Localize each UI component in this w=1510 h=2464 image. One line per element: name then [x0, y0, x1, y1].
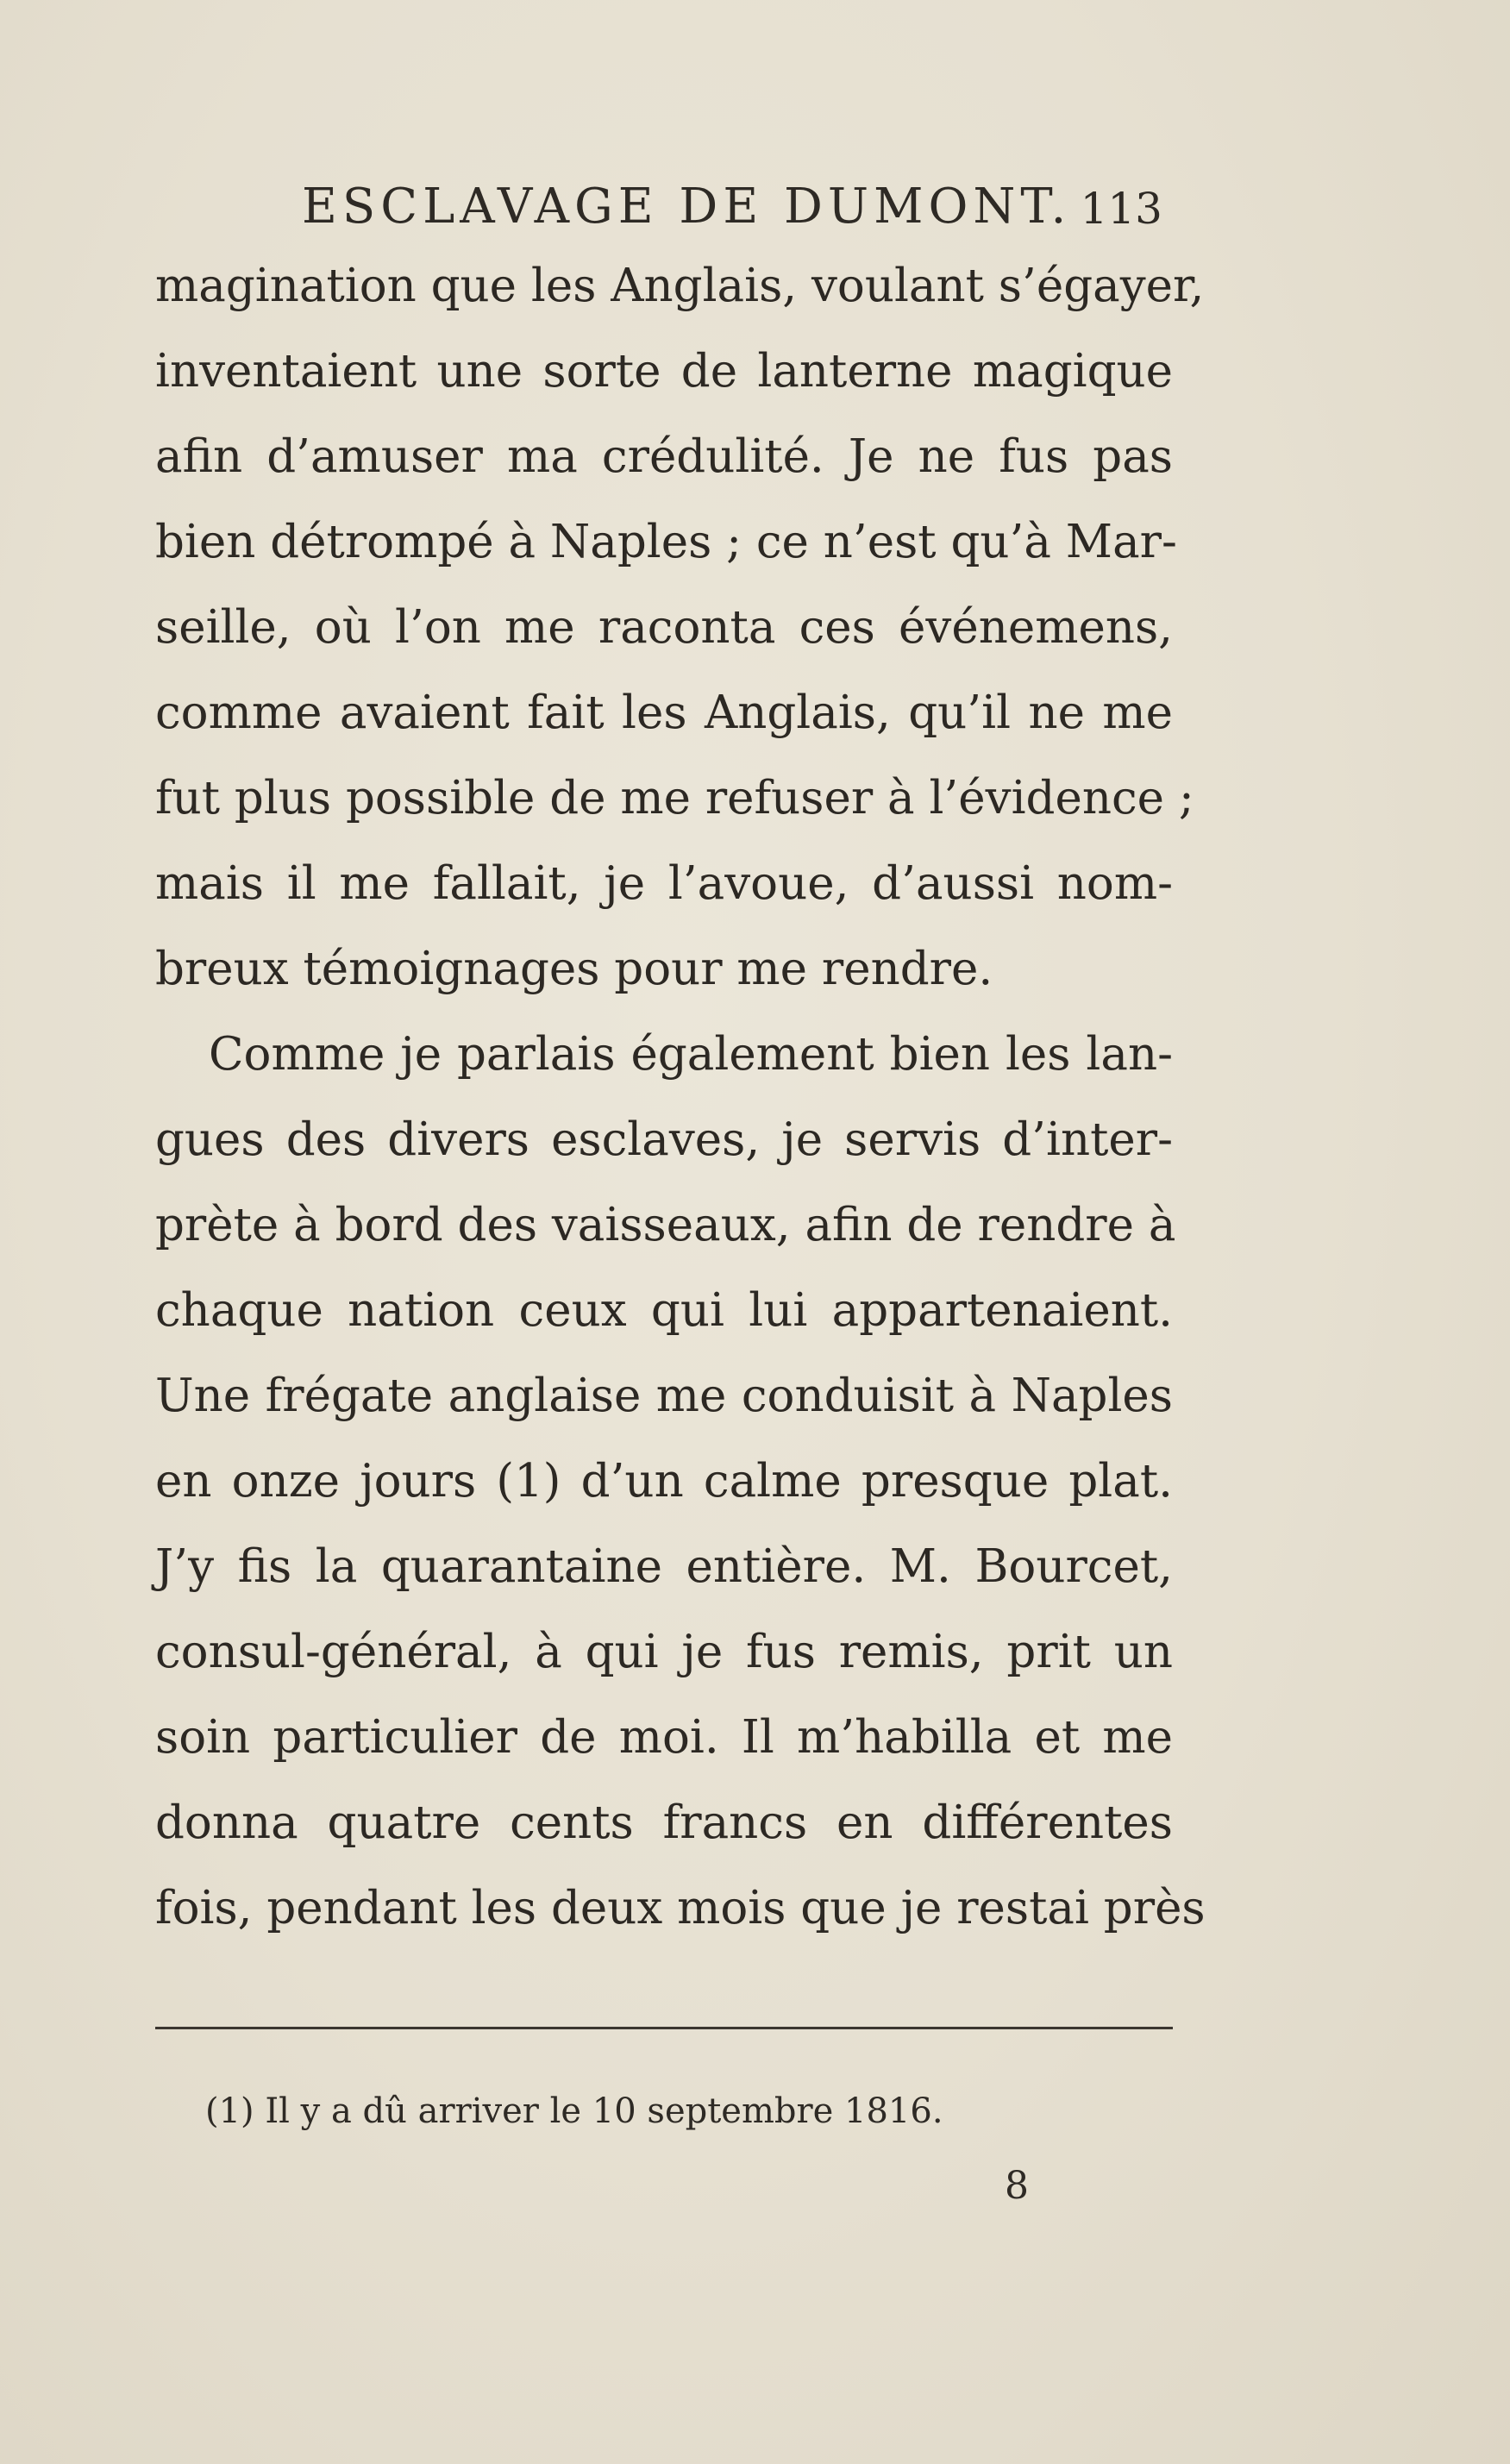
text-line: comme avaient fait les Anglais, qu’il ne me	[155, 687, 1173, 739]
text-line: afin d’amuser ma crédulité. Je ne fus pas	[155, 430, 1173, 483]
text-line: chaque nation ceux qui lui appartenaient.	[155, 1284, 1173, 1337]
footnote-divider	[155, 2027, 1173, 2029]
text-line: en onze jours (1) d’un calme presque plat.	[155, 1455, 1173, 1508]
text-line: breux témoignages pour me rendre.	[155, 943, 993, 995]
page-header	[302, 177, 1173, 237]
text-line: magination que les Anglais, voulant s’égayer,	[155, 260, 1205, 312]
body-text	[155, 243, 1206, 1951]
text-line: inventaient une sorte de lanterne magique	[155, 345, 1173, 398]
running-title: ESCLAVAGE DE DUMONT.	[302, 179, 1072, 235]
text-line: bien détrompé à Naples ; ce n’est qu’à Mar-	[155, 516, 1177, 568]
text-line: gues des divers esclaves, je servis d’inter-	[155, 1113, 1173, 1166]
text-line: J’y fis la quarantaine entière. M. Bourcet,	[155, 1540, 1173, 1593]
text-line: consul-général, à qui je fus remis, prit un	[155, 1626, 1173, 1678]
text-line: mais il me fallait, je l’avoue, d’aussi nom-	[155, 857, 1173, 910]
text-line: soin particulier de moi. Il m’habilla et me	[155, 1711, 1173, 1764]
text-line: seille, où l’on me raconta ces événemens,	[155, 601, 1173, 654]
text-line: prète à bord des vaisseaux, afin de rendre à	[155, 1199, 1176, 1251]
text-line: donna quatre cents francs en différentes	[155, 1796, 1173, 1849]
text-line: Une frégate anglaise me conduisit à Naples	[155, 1370, 1173, 1422]
text-line: fut plus possible de me refuser à l’évidence ;	[155, 772, 1194, 824]
page-number: 113	[1080, 184, 1162, 234]
text-line: Comme je parlais également bien les lan-	[209, 1028, 1173, 1081]
text-line: fois, pendant les deux mois que je restai près	[155, 1882, 1206, 1934]
footnote: (1) Il y a dû arriver le 10 septembre 1816.	[205, 2091, 943, 2131]
signature-mark: 8	[1005, 2164, 1029, 2208]
